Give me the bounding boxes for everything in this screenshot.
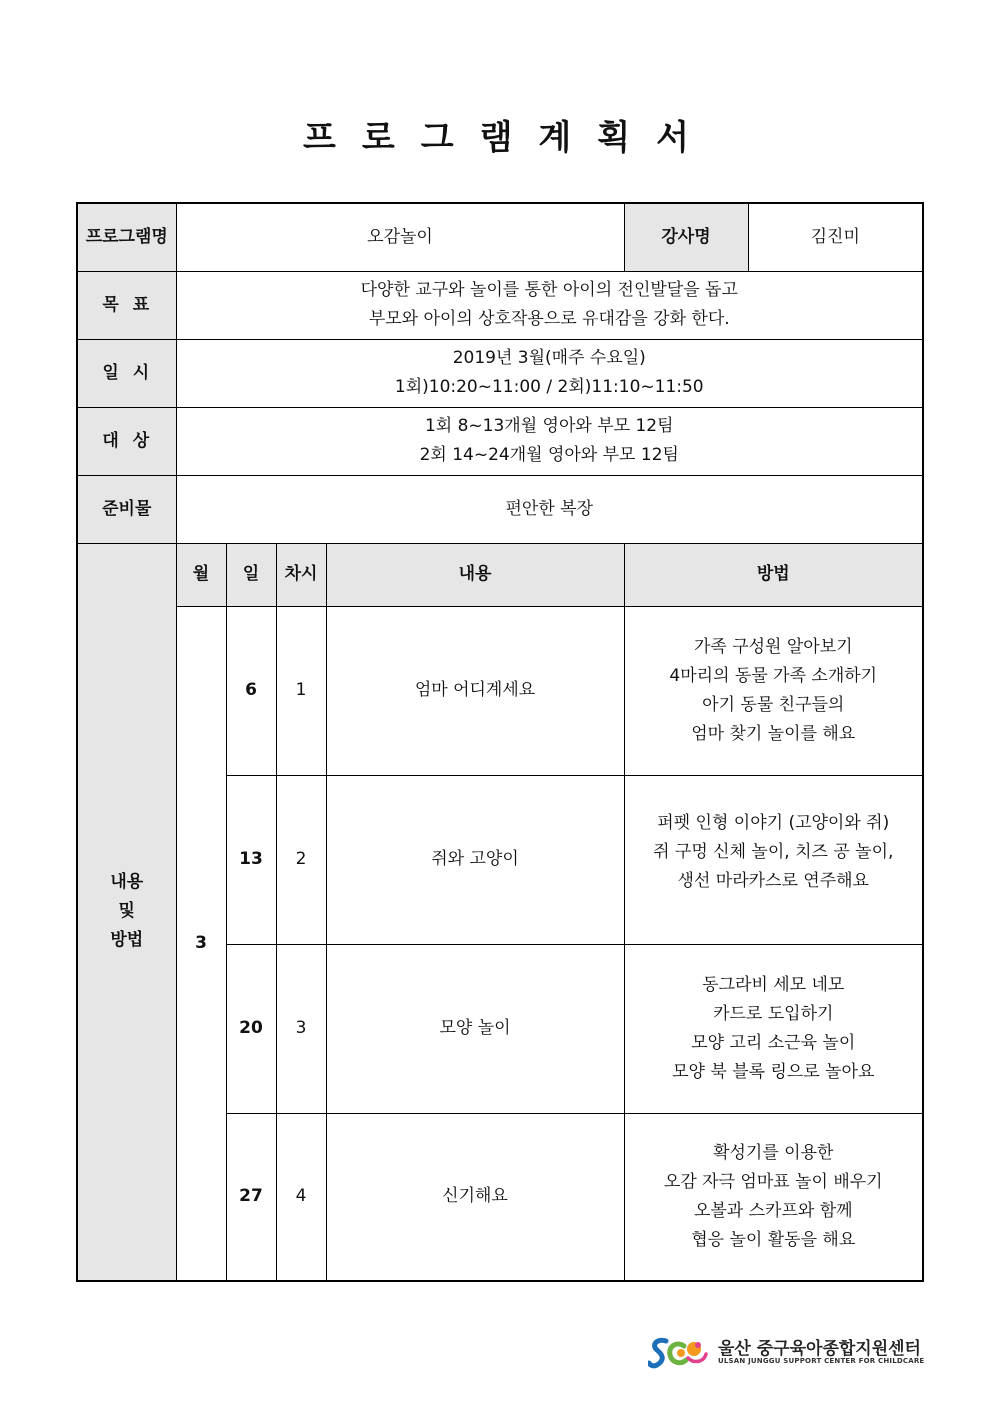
method-line: 생선 마라카스로 연주해요	[677, 871, 869, 891]
instructor-label: 강사명	[624, 203, 748, 271]
header-month: 월	[176, 543, 226, 606]
schedule-section-label	[77, 543, 176, 1281]
date-row	[77, 339, 923, 407]
table-row	[77, 606, 923, 775]
session-value: 4	[276, 1113, 326, 1281]
method-value	[624, 1113, 923, 1281]
day-value: 20	[226, 944, 276, 1113]
goal-line-2: 부모와 아이의 상호작용으로 유대감을 강화 한다.	[368, 309, 730, 329]
session-value: 1	[276, 606, 326, 775]
method-line: 모양 북 블록 링으로 놀아요	[672, 1061, 875, 1082]
method-line: 확성기를 이용한	[713, 1142, 834, 1163]
goal-row	[77, 271, 923, 339]
method-line: 협응 놀이 활동을 해요	[691, 1229, 856, 1250]
section-label-line-1: 내용	[110, 872, 144, 893]
program-plan-table	[76, 202, 924, 1282]
date-value	[176, 339, 923, 407]
target-row	[77, 407, 923, 475]
method-line: 엄마 찾기 놀이를 해요	[691, 723, 856, 744]
content-value: 쥐와 고양이	[326, 775, 624, 944]
method-line: 모양 고리 소근육 놀이	[691, 1032, 856, 1053]
content-value: 엄마 어디계세요	[326, 606, 624, 775]
content-value: 모양 놀이	[326, 944, 624, 1113]
day-value: 13	[226, 775, 276, 944]
header-day: 일	[226, 543, 276, 606]
content-value: 신기해요	[326, 1113, 624, 1281]
header-content: 내용	[326, 543, 624, 606]
method-value	[624, 775, 923, 944]
target-value	[176, 407, 923, 475]
day-value: 27	[226, 1113, 276, 1281]
sc-logo-icon	[648, 1332, 712, 1372]
program-name-value: 오감놀이	[176, 203, 624, 271]
section-label-line-3: 방법	[110, 930, 144, 951]
day-value: 6	[226, 606, 276, 775]
supplies-value: 편안한 복장	[176, 475, 923, 543]
session-value: 3	[276, 944, 326, 1113]
session-value: 2	[276, 775, 326, 944]
target-label: 대상	[77, 407, 176, 475]
method-line: 퍼펫 인형 이야기 (고양이와 쥐)	[657, 813, 890, 833]
schedule-header-row	[77, 543, 923, 606]
document-title: 프로그램계획서	[303, 118, 715, 158]
method-line: 아기 동물 친구들의	[702, 694, 845, 715]
method-line: 동그라비 세모 네모	[702, 974, 845, 995]
goal-label: 목표	[77, 271, 176, 339]
method-line: 오볼과 스카프와 함께	[693, 1200, 853, 1221]
target-line-1: 1회 8~13개월 영아와 부모 12팀	[424, 416, 674, 436]
header-session: 차시	[276, 543, 326, 606]
program-row	[77, 203, 923, 271]
month-value: 3	[176, 606, 226, 1281]
header-method: 방법	[624, 543, 923, 606]
supplies-label: 준비물	[77, 475, 176, 543]
footer-logo	[648, 1330, 928, 1374]
target-line-2: 2회 14~24개월 영아와 부모 12팀	[419, 445, 679, 465]
org-name-en: ULSAN JUNGGU SUPPORT CENTER FOR CHILDCARE	[718, 1357, 925, 1365]
goal-value	[176, 271, 923, 339]
method-line: 카드로 도입하기	[713, 1003, 834, 1024]
supplies-row	[77, 475, 923, 543]
method-line: 4마리의 동물 가족 소개하기	[669, 665, 878, 686]
program-name-label: 프로그램명	[77, 203, 176, 271]
method-line: 쥐 구멍 신체 놀이, 치즈 공 놀이,	[653, 842, 894, 862]
method-value	[624, 944, 923, 1113]
section-label-line-2: 및	[118, 901, 135, 922]
date-line-1: 2019년 3월(매주 수요일)	[452, 348, 646, 368]
instructor-value: 김진미	[748, 203, 923, 271]
method-line: 오감 자극 엄마표 놀이 배우기	[663, 1171, 883, 1192]
goal-line-1: 다양한 교구와 놀이를 통한 아이의 전인발달을 돕고	[360, 280, 738, 300]
date-line-2: 1회)10:20~11:00 / 2회)11:10~11:50	[394, 377, 704, 397]
org-name-ko: 울산 중구육아종합지원센터	[718, 1339, 921, 1359]
method-value	[624, 606, 923, 775]
date-label: 일시	[77, 339, 176, 407]
method-line: 가족 구성원 알아보기	[693, 636, 853, 657]
